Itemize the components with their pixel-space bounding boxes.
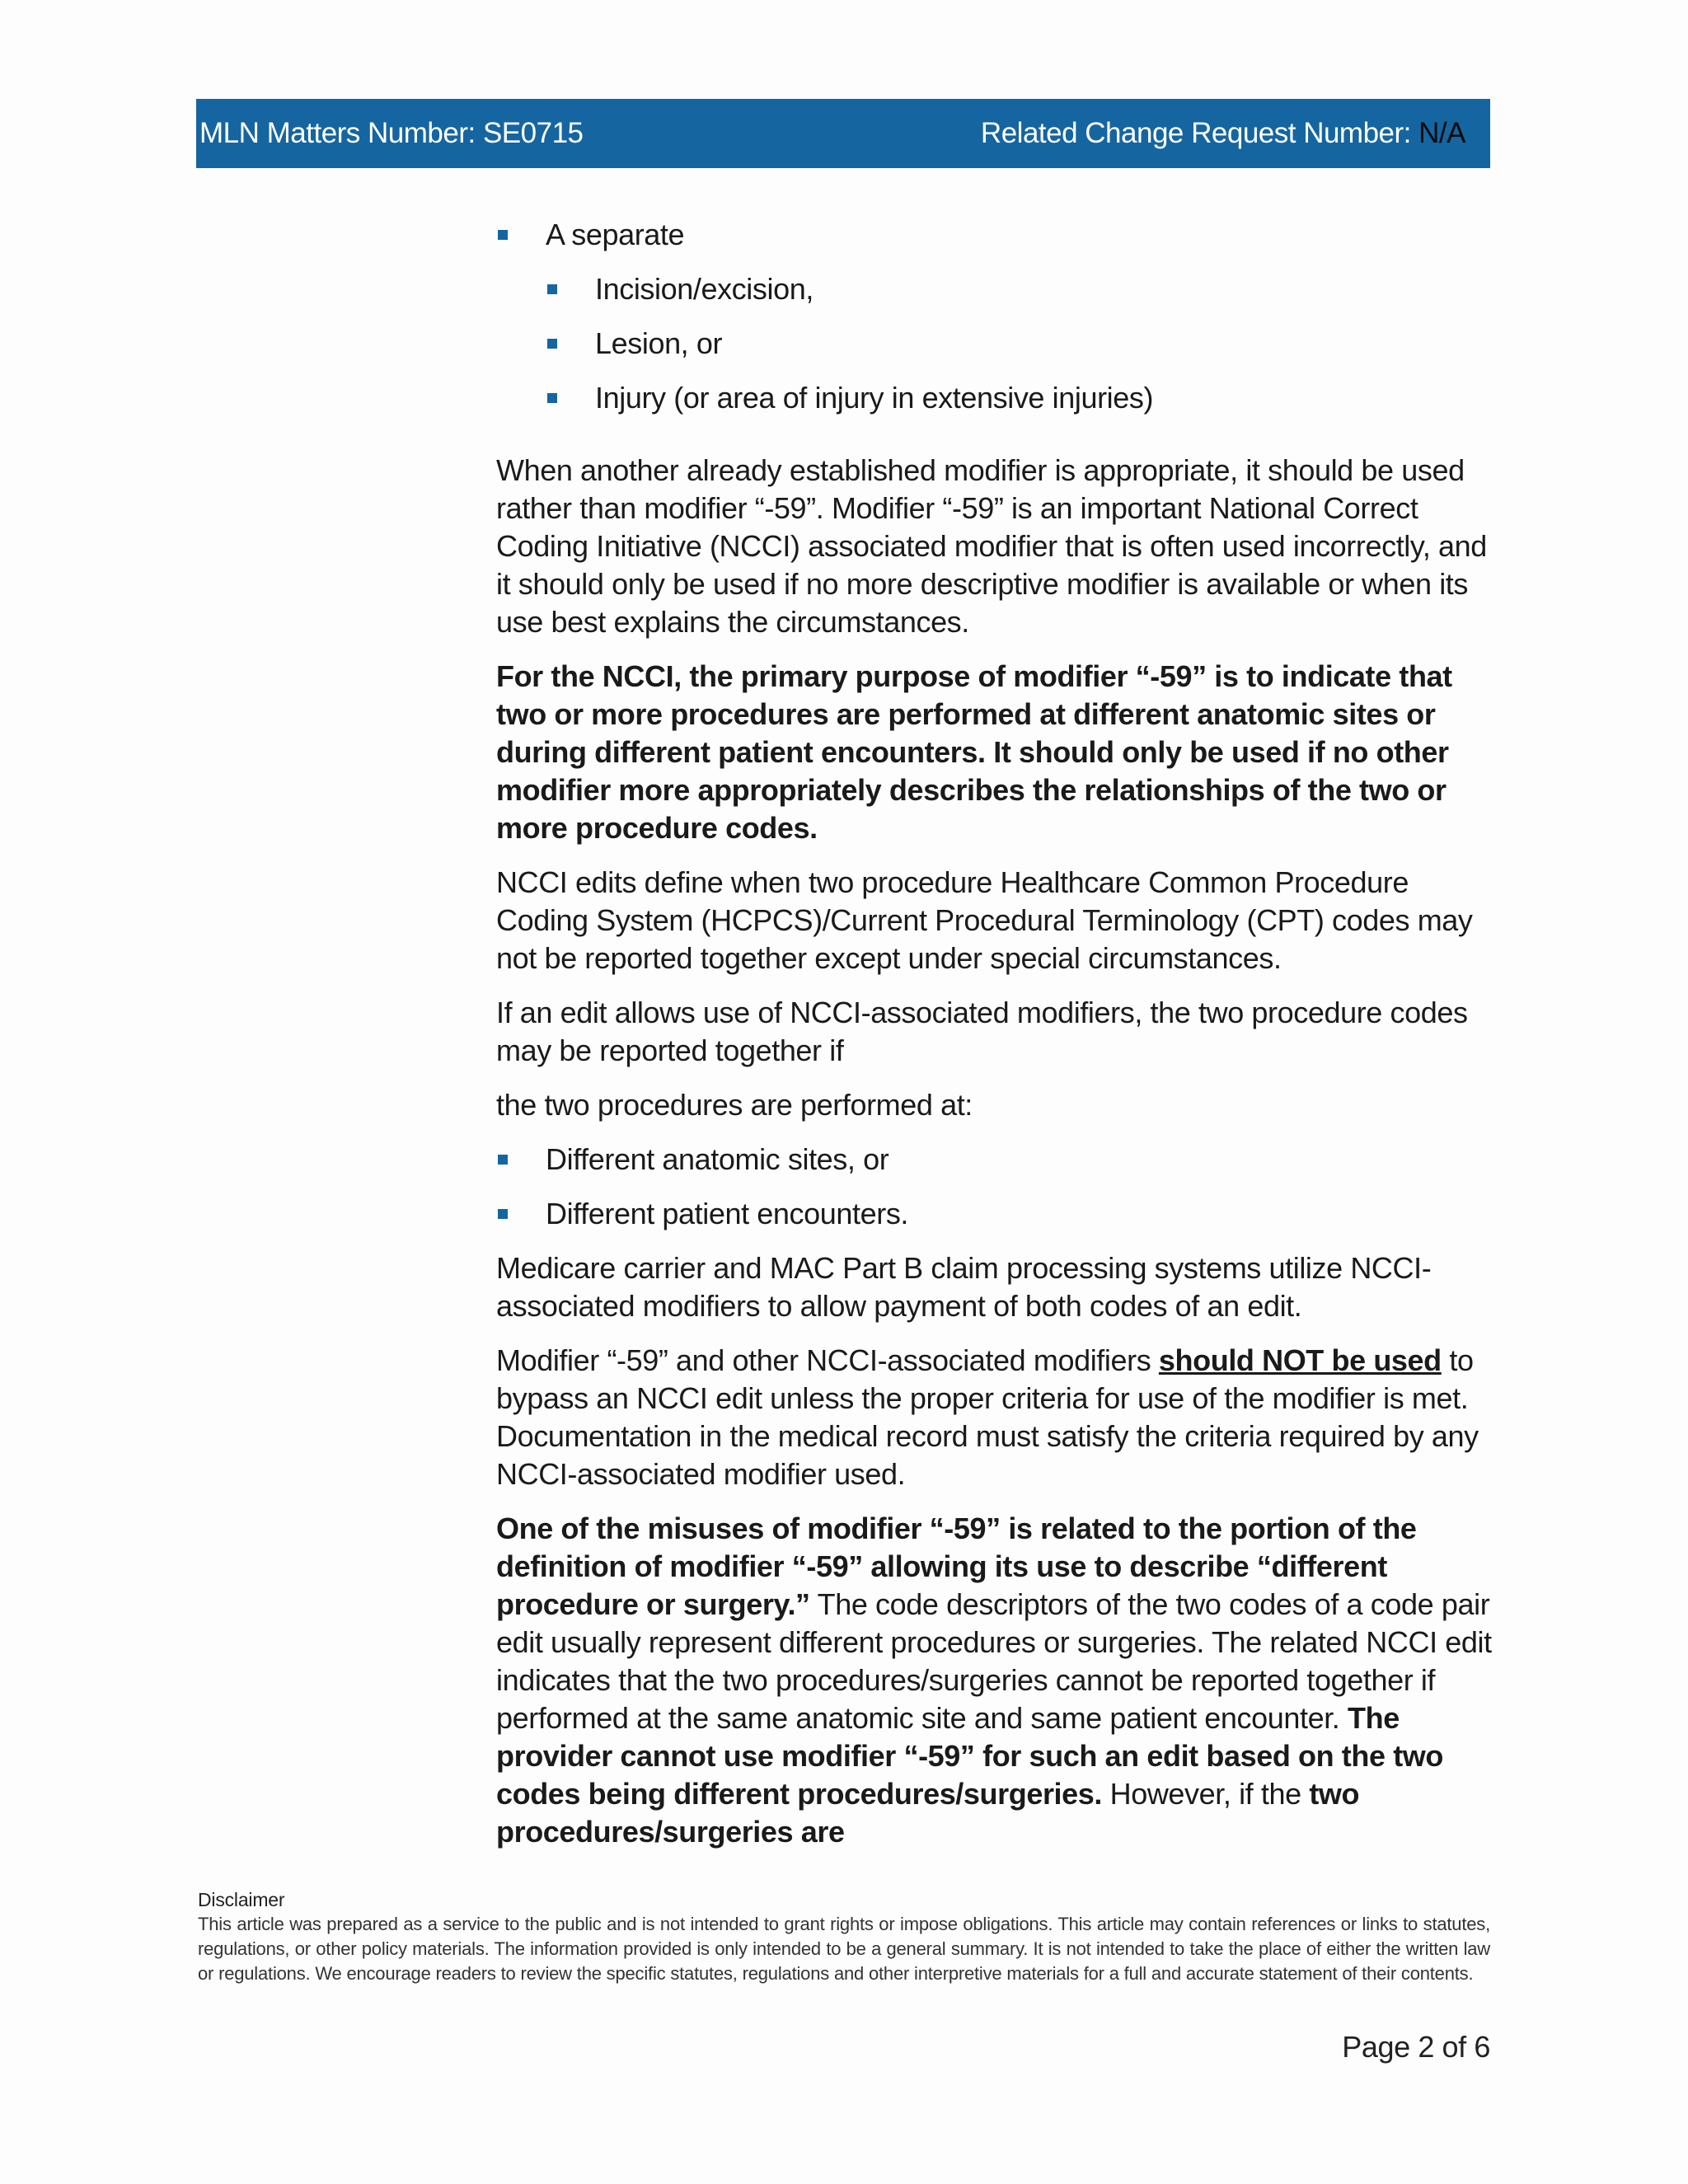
list-item: Different anatomic sites, or: [496, 1141, 1493, 1179]
related-change-request-value: N/A: [1418, 117, 1465, 149]
list-item: Injury (or area of injury in extensive injuries): [546, 379, 1493, 417]
paragraph-claim-processing: Medicare carrier and MAC Part B claim processing systems utilize NCCI-associated modifiers to allow payment of both codes of an edit.: [496, 1251, 1432, 1323]
text-segment: to bypass an NCCI edit unless the proper criteria for use of the modifier is met. Documentation in the medical record must satisfy the criteria required by any NCCI-associated modifier used.: [496, 1343, 1479, 1491]
disclaimer-title: Disclaimer: [198, 1889, 285, 1910]
text-segment: The code descriptors of the two codes of a code pair edit usually represent different procedures or surgeries. The related NCCI edit indicates that the two procedures/surgeries cannot be reported together if performed at the same anatomic site and same patient encounter.: [496, 1587, 1492, 1735]
paragraph-modifier-usage: When another already established modifier is appropriate, it should be used rather than modifier “-59”. Modifier “-59” is an important National Correct Coding Initiative (NCCI) associated modifier that is often used incorrectly, and it should only be used if no more descriptive modifier is available or when its use best explains the circumstances.: [496, 453, 1487, 639]
page-number: Page 2 of 6: [1342, 2030, 1490, 2064]
related-change-request: [981, 117, 1465, 150]
paragraph-performed-at: the two procedures are performed at:: [496, 1088, 973, 1122]
paragraph-primary-purpose: For the NCCI, the primary purpose of modifier “-59” is to indicate that two or more procedures are performed at different anatomic sites or during different patient encounters. It should only be used if no other modifier more appropriately describes the relationships of the two or more procedure codes.: [496, 659, 1452, 845]
list-item: A separate: [496, 216, 1493, 254]
emphasis-provider-cannot: The provider cannot use modifier “-59” for such an edit based on the two codes being different procedures/surgeries.: [496, 1701, 1443, 1811]
list-item: Incision/excision,: [546, 270, 1493, 308]
mln-matters-number: MLN Matters Number: SE0715: [199, 117, 584, 149]
related-change-request-label: Related Change Request Number:: [980, 117, 1419, 149]
emphasis-two-procedures: two procedures/surgeries are: [496, 1777, 1360, 1849]
list-item: Different patient encounters.: [496, 1195, 1493, 1233]
emphasis-should-not-be-used: should NOT be used: [1158, 1343, 1442, 1377]
header-bar: [196, 99, 1490, 168]
text-segment: Modifier “-59” and other NCCI-associated modifiers: [496, 1343, 1159, 1377]
text-segment: However, if the: [1102, 1777, 1310, 1811]
paragraph-misuses: [496, 1510, 1493, 1851]
article-body: [496, 216, 1493, 1868]
list-item: Lesion, or: [546, 325, 1493, 363]
emphasis-misuses: One of the misuses of modifier “-59” is related to the portion of the definition of modifier “-59” allowing its use to describe “different procedure or surgery.”: [496, 1511, 1417, 1621]
paragraph-edit-allows: If an edit allows use of NCCI-associated modifiers, the two procedure codes may be reported together if: [496, 996, 1468, 1067]
paragraph-ncci-edits: NCCI edits define when two procedure Healthcare Common Procedure Coding System (HCPCS)/Current Procedural Terminology (CPT) codes may not be reported together except under special circumstances.: [496, 865, 1473, 975]
disclaimer: [198, 1887, 1490, 1986]
disclaimer-text: This article was prepared as a service to the public and is not intended to grant rights or impose obligations. This article may contain references or links to statutes, regulations, or other policy materials. The information provided is only intended to be a general summary. It is not intended to take the place of either the written law or regulations. We encourage readers to review the specific statutes, regulations and other interpretive materials for a full and accurate statement of their contents.: [198, 1914, 1490, 1984]
paragraph-should-not-be-used: [496, 1342, 1493, 1493]
